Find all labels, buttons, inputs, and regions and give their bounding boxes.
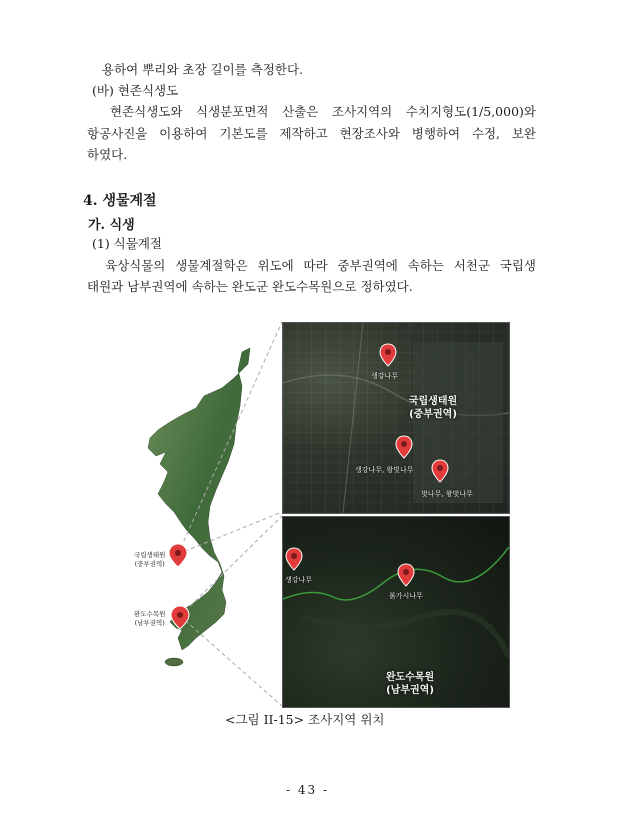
page-number: - 43 - xyxy=(286,783,330,797)
para-line-2: 태원과 남부권역에 속하는 완도군 완도수목원으로 정하였다. xyxy=(87,279,413,294)
map-label-region: (중부권역) xyxy=(134,560,165,568)
marker-label: 붉가시나무 xyxy=(389,592,423,600)
aerial-photo-eco-center xyxy=(282,322,510,514)
location-figure xyxy=(130,318,510,710)
photo-title-name: 완도수목원 xyxy=(385,672,435,683)
map-label-region: (남부권역) xyxy=(134,619,165,627)
figure-caption: <그림 II-15> 조사지역 위치 xyxy=(225,712,385,727)
map-label-name: 국립생태원 xyxy=(134,551,166,559)
marker-label: 생강나무 xyxy=(285,576,313,584)
map-label-name: 완도수목원 xyxy=(134,610,166,618)
marker-label: 생강나무, 왕벚나무 xyxy=(355,466,414,474)
map-marker-icon xyxy=(395,435,413,463)
photo-title xyxy=(383,395,483,421)
map-label-arboretum xyxy=(134,610,165,628)
photo-title-region: (중부권역) xyxy=(409,409,457,420)
photo-title xyxy=(355,671,465,697)
marker-label: 벚나무, 왕벚나무 xyxy=(421,490,473,498)
section-heading: 4. 생물계절 xyxy=(83,193,157,209)
body-line-4: 항공사진을 이용하여 기본도를 제작하고 현장조사와 병행하여 수정, 보완 xyxy=(87,126,536,141)
map-marker-icon xyxy=(397,563,415,591)
map-marker-icon xyxy=(379,343,397,371)
map-marker-icon xyxy=(431,459,449,487)
photo-title-name: 국립생태원 xyxy=(408,396,458,407)
map-marker-icon xyxy=(285,547,303,575)
body-line-3: 현존식생도와 식생분포면적 산출은 조사지역의 수치지형도(1/5,000)와 xyxy=(110,104,536,119)
aerial-photo-arboretum xyxy=(282,516,510,708)
body-line-5: 하였다. xyxy=(87,147,128,162)
para-line-1: 육상식물의 생물계절학은 위도에 따라 중부권역에 속하는 서천군 국립생 xyxy=(105,258,536,273)
map-label-eco-center xyxy=(134,551,165,569)
photo-title-region: (남부권역) xyxy=(386,685,434,696)
body-line-1: 용하여 뿌리와 초장 길이를 측정한다. xyxy=(102,62,303,77)
subsection-heading: 가. 식생 xyxy=(88,218,135,233)
marker-label: 생강나무 xyxy=(371,372,399,380)
item-heading: (1) 식물계절 xyxy=(92,236,162,251)
map-marker-icon xyxy=(169,544,187,567)
subsection-label-ba: (바) 현존식생도 xyxy=(92,83,179,98)
